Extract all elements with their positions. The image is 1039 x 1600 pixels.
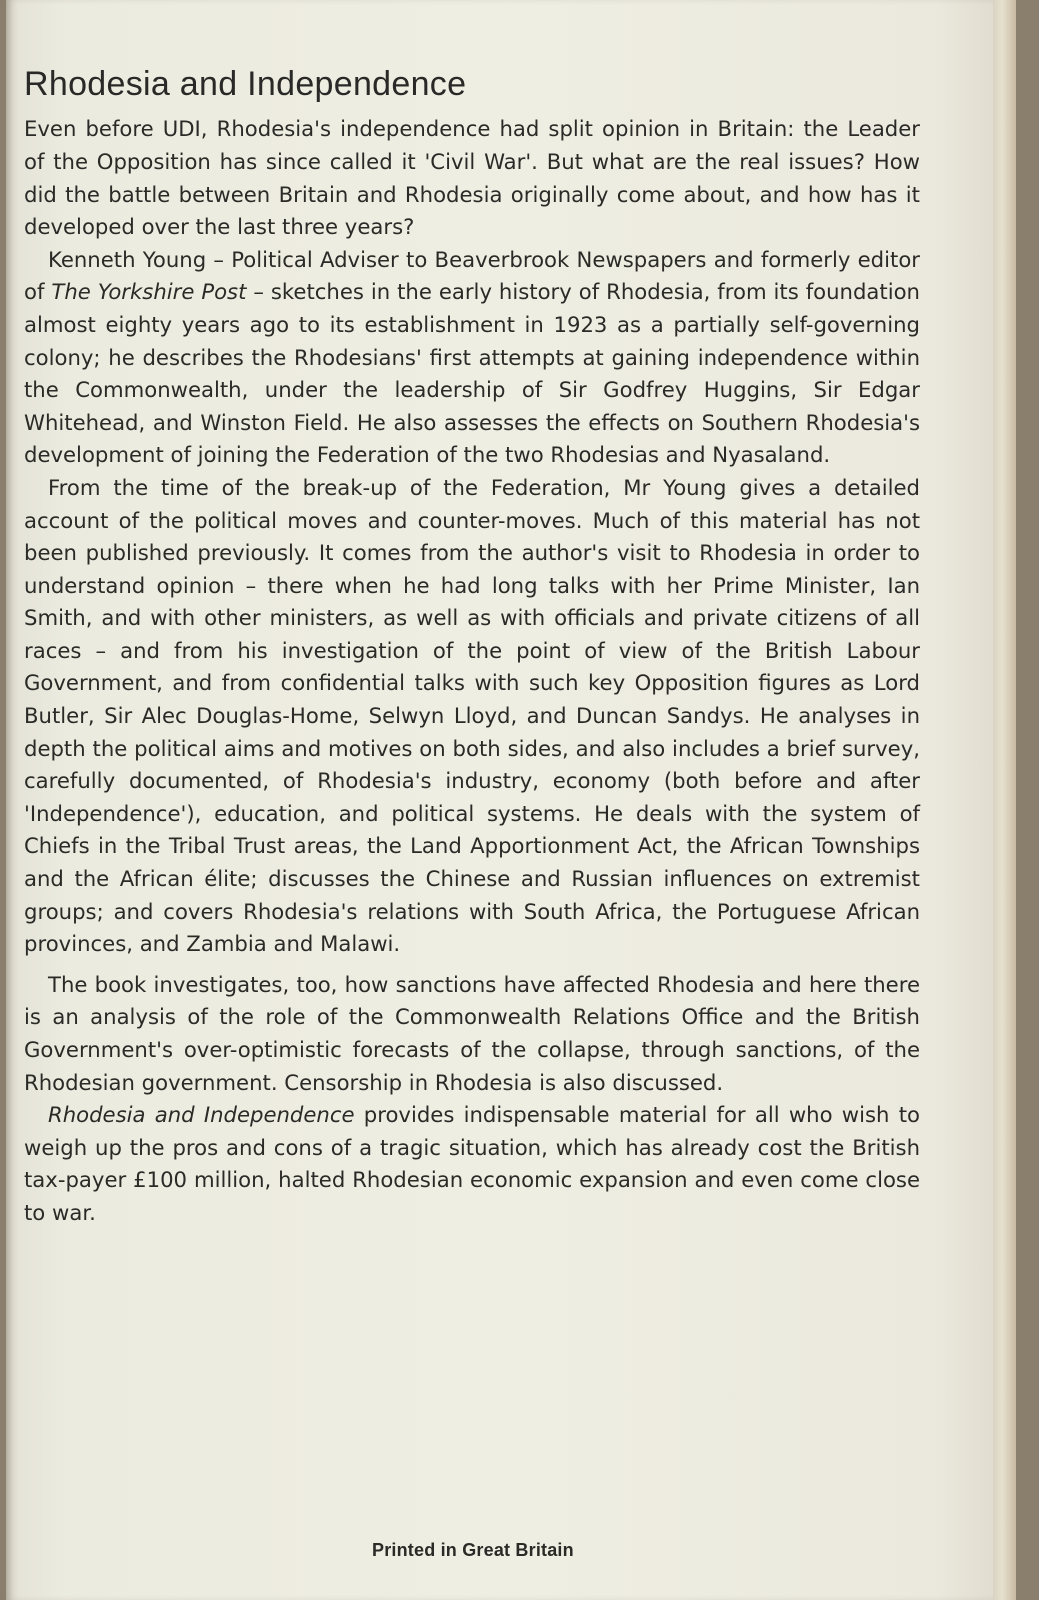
- paragraph-sanctions: The book investigates, too, how sanctions have affected Rhodesia and here there is an analysis of the role of the Commonwealth Relations Office and the British Government's over-optimistic forecasts of the collapse, through sanctions, of the Rhodesian government. Censorship in Rhodesia is also discussed.: [24, 971, 920, 1095]
- book-title-inline: Rhodesia and Independence: [48, 1102, 355, 1128]
- paragraph-author-text-a: Kenneth Young – Political Adviser to Beaverbrook Newspapers and formerly editor of: [24, 246, 920, 305]
- paragraph-conclusion-text: provides indispensable material for all who wish to weigh up the pros and cons of a tragic situation, which has already cost the British tax-payer £100 million, halted Rhodesian economic expansion and even come close to war.: [24, 1102, 920, 1225]
- newspaper-title: The Yorkshire Post: [51, 279, 247, 305]
- spine-edge: [993, 0, 1016, 1600]
- paragraph-federation: From the time of the break-up of the Federation, Mr Young gives a detailed account of the political moves and counter-moves. Much of this material has not been published previously. It comes from the author's visit to Rhodesia in order to understand opinion – there when he had long talks with her Prime Minister, Ian Smith, and with other ministers, as well as with officials and private citizens of all races – and from his investigation of the point of view of the British Labour Government, and from confidential talks with such key Opposition figures as Lord Butler, Sir Alec Douglas-Home, Selwyn Lloyd, and Duncan Sandys. He analyses in depth the political aims and motives on both sides, and also includes a brief survey, carefully documented, of Rhodesia's industry, economy (both before and after 'Independence'), education, and political systems. He deals with the system of Chiefs in the Tribal Trust areas, the Land Apportionment Act, the African Townships and the African élite; discusses the Chinese and Russian influences on extremist groups; and covers Rhodesia's relations with South Africa, the Portuguese African provinces, and Zambia and Malawi.: [24, 474, 920, 957]
- paragraph-author-text-b: – sketches in the early history of Rhodesia, from its foundation almost eighty years ago to its establishment in 1923 as a partially self-governing colony; he describes the Rhodesians' first attempts at gaining independence within the Commonwealth, under the leadership of Sir Godfrey Huggins, Sir Edgar Whitehead, and Winston Field. He also assesses the effects on Southern Rhodesia's development of joining the Federation of the two Rhodesias and Nyasaland.: [24, 279, 920, 468]
- paragraph-intro: Even before UDI, Rhodesia's independence had split opinion in Britain: the Leader of the Opposition has since called it 'Civil War'. But what are the real issues? How did the battle between Britain and Rhodesia originally come about, and how has it developed over the last three years?: [24, 116, 920, 240]
- paragraph-author: [24, 244, 920, 472]
- book-jacket-back-flap: [6, 0, 1016, 1600]
- book-title: Rhodesia and Independence: [24, 65, 467, 103]
- printed-in-label: Printed in Great Britain: [372, 1540, 574, 1560]
- blurb-content: [24, 66, 920, 1230]
- paragraph-conclusion: [24, 1099, 920, 1229]
